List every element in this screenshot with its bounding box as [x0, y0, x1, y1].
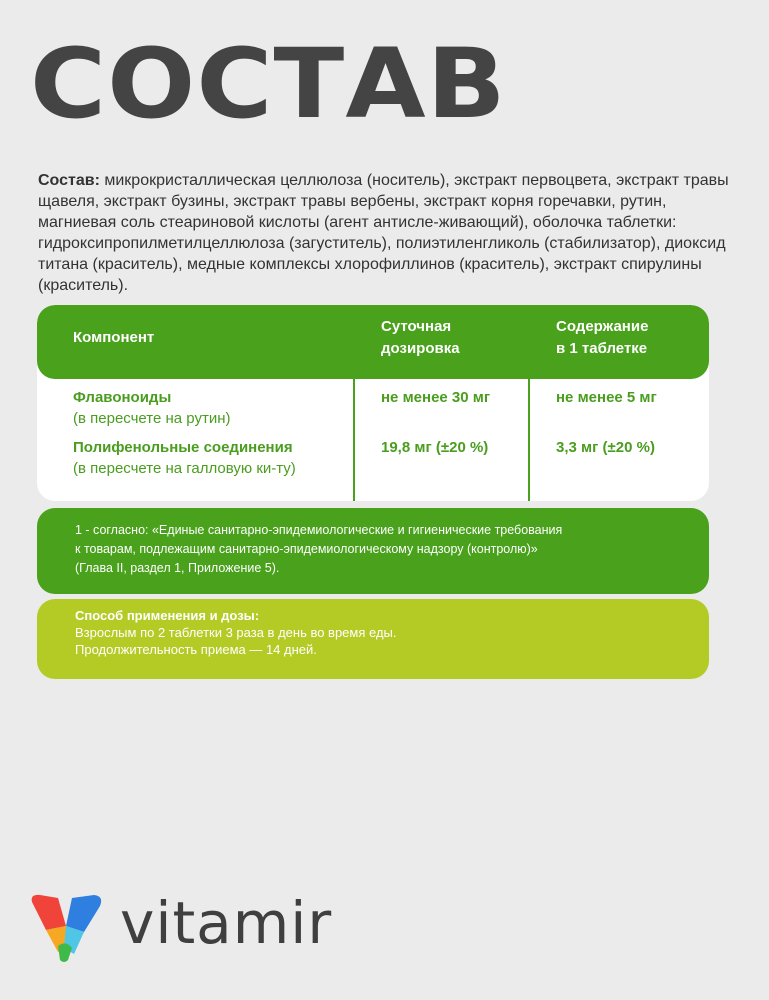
composition-text: [38, 170, 738, 296]
header-per-tablet: [556, 316, 648, 360]
dosage-table: [37, 305, 709, 501]
page-title: СОСТАВ: [30, 28, 507, 140]
footnote-text: [75, 521, 685, 578]
header-daily-line2: дозировка: [381, 340, 460, 357]
column-divider: [528, 305, 530, 501]
header-daily-dose: [381, 316, 460, 360]
column-divider: [353, 305, 355, 501]
row-flavonoids-daily: не менее 30 мг: [381, 389, 491, 406]
composition-label: Состав:: [38, 172, 100, 189]
row-polyphenols-name: Полифенольные соединения: [73, 439, 293, 456]
usage-heading: Способ применения и дозы:: [75, 608, 260, 623]
header-per-tablet-line2: в 1 таблетке: [556, 340, 648, 357]
row-flavonoids-name: Флавоноиды: [73, 389, 172, 406]
row-polyphenols-per-tablet: 3,3 мг (±20 %): [556, 439, 655, 456]
row-flavonoids-note: (в пересчете на рутин): [73, 410, 231, 427]
usage-box: [37, 599, 709, 679]
usage-line: Продолжительность приема — 14 дней.: [75, 642, 317, 657]
footnote-line: (Глава II, раздел 1, Приложение 5).: [75, 561, 280, 575]
header-per-tablet-line1: Содержание: [556, 318, 649, 335]
header-component: Компонент: [73, 329, 155, 346]
brand-logo: [28, 889, 388, 972]
row-polyphenols-note: (в пересчете на галловую ки-ту): [73, 460, 296, 477]
vitamir-logo-icon: [28, 892, 108, 964]
footnote-box: [37, 508, 709, 594]
brand-name: vitamir: [120, 889, 333, 957]
header-daily-line1: Суточная: [381, 318, 452, 335]
composition-ingredients: микрокристаллическая целлюлоза (носитель), экстракт первоцвета, экстракт травы щавеля, экстракт бузины, экстракт травы вербены, экстракт корня горечавки, рутин, магниевая соль стеариновой кислоты (агент антисле-живающий), оболочка таблетки: гидроксипропилметилцеллюлоза (загуститель), полиэтиленгликоль (стабилизатор), диоксид титана (краситель), медные комплексы хлорофиллинов (краситель), экстракт спирулины (краситель).: [38, 172, 729, 294]
footnote-line: к товарам, подлежащим санитарно-эпидемиологическому надзору (контролю)»: [75, 542, 538, 556]
usage-text: [75, 607, 685, 658]
row-polyphenols-daily: 19,8 мг (±20 %): [381, 439, 489, 456]
row-flavonoids-per-tablet: не менее 5 мг: [556, 389, 657, 406]
usage-line: Взрослым по 2 таблетки 3 раза в день во время еды.: [75, 625, 397, 640]
footnote-line: 1 - согласно: «Единые санитарно-эпидемиологические и гигиенические требования: [75, 523, 563, 537]
